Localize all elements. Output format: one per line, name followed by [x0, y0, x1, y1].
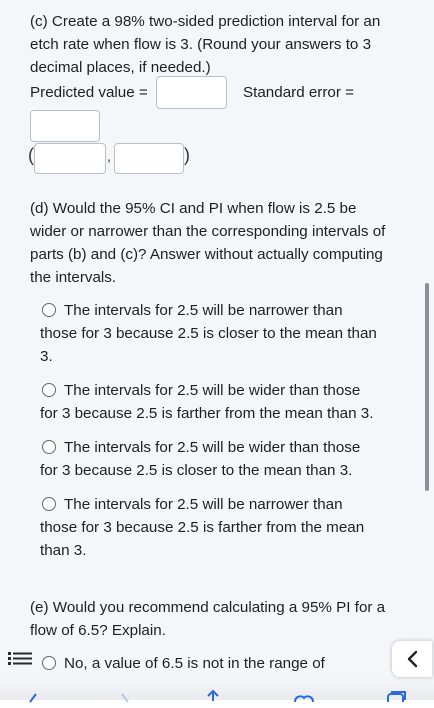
option-2-line-2: for 3 because 2.5 is farther from the mean than 3.: [40, 405, 374, 422]
bookmarks-icon[interactable]: [292, 690, 316, 700]
part-c-line-2: etch rate when flow is 3. (Round your answers to 3: [30, 36, 372, 53]
standard-error-label: Standard error =: [243, 84, 355, 101]
part-e-line-2: flow of 6.5? Explain.: [30, 622, 166, 639]
option-2-line-1: The intervals for 2.5 will be wider than those: [64, 382, 361, 399]
option-2-label[interactable]: [40, 379, 402, 425]
part-d-line-2: wider or narrower than the corresponding intervals of: [30, 223, 386, 240]
forward-icon: [116, 690, 138, 700]
option-4-label[interactable]: [40, 493, 402, 562]
option-1-label[interactable]: [40, 299, 402, 368]
part-e-option-1-radio[interactable]: [42, 656, 56, 670]
interval-upper-input[interactable]: [114, 143, 184, 174]
option-1-line-3: 3.: [40, 348, 53, 365]
option-3-label[interactable]: [40, 436, 402, 482]
part-d-line-1: (d) Would the 95% CI and PI when flow is 2.5 be: [30, 200, 357, 217]
part-d-line-3: parts (b) and (c)? Answer without actually computing: [30, 246, 383, 263]
option-3-line-2: for 3 because 2.5 is closer to the mean than 3.: [40, 462, 353, 479]
option-3-line-1: The intervals for 2.5 will be wider than those: [64, 439, 361, 456]
option-4-line-2: those for 3 because 2.5 is farther from the mean: [40, 519, 365, 536]
part-e-line-1: (e) Would you recommend calculating a 95% PI for a: [30, 599, 386, 616]
part-c-line-1: (c) Create a 98% two-sided prediction interval for an: [30, 13, 381, 30]
interval-open-paren: (: [28, 145, 34, 165]
part-e-prompt: [30, 596, 420, 642]
predicted-value-label: Predicted value =: [30, 84, 148, 101]
part-c-line-3: decimal places, if needed.): [30, 59, 211, 76]
part-d-prompt: [30, 197, 420, 289]
interval-lower-input[interactable]: [34, 143, 106, 174]
list-icon[interactable]: [6, 650, 36, 670]
part-e-option-1-label[interactable]: No, a value of 6.5 is not in the range of: [64, 655, 325, 672]
standard-error-input[interactable]: [30, 110, 100, 142]
interval-separator: ,: [107, 148, 111, 164]
scrollbar-thumb[interactable]: [425, 283, 429, 491]
predicted-value-input[interactable]: [156, 76, 227, 109]
option-4-line-3: than 3.: [40, 542, 87, 559]
tabs-icon[interactable]: [384, 689, 408, 700]
part-c-prompt: [30, 10, 420, 79]
interval-close-paren: ): [184, 145, 190, 165]
chevron-left-icon[interactable]: [392, 641, 432, 677]
option-4-line-1: The intervals for 2.5 will be narrower than: [64, 496, 343, 513]
part-d-line-4: the intervals.: [30, 269, 117, 286]
share-icon[interactable]: [202, 688, 224, 700]
option-1-line-1: The intervals for 2.5 will be narrower than: [64, 302, 343, 319]
back-icon[interactable]: [22, 690, 44, 700]
option-1-line-2: those for 3 because 2.5 is closer to the mean than: [40, 325, 377, 342]
